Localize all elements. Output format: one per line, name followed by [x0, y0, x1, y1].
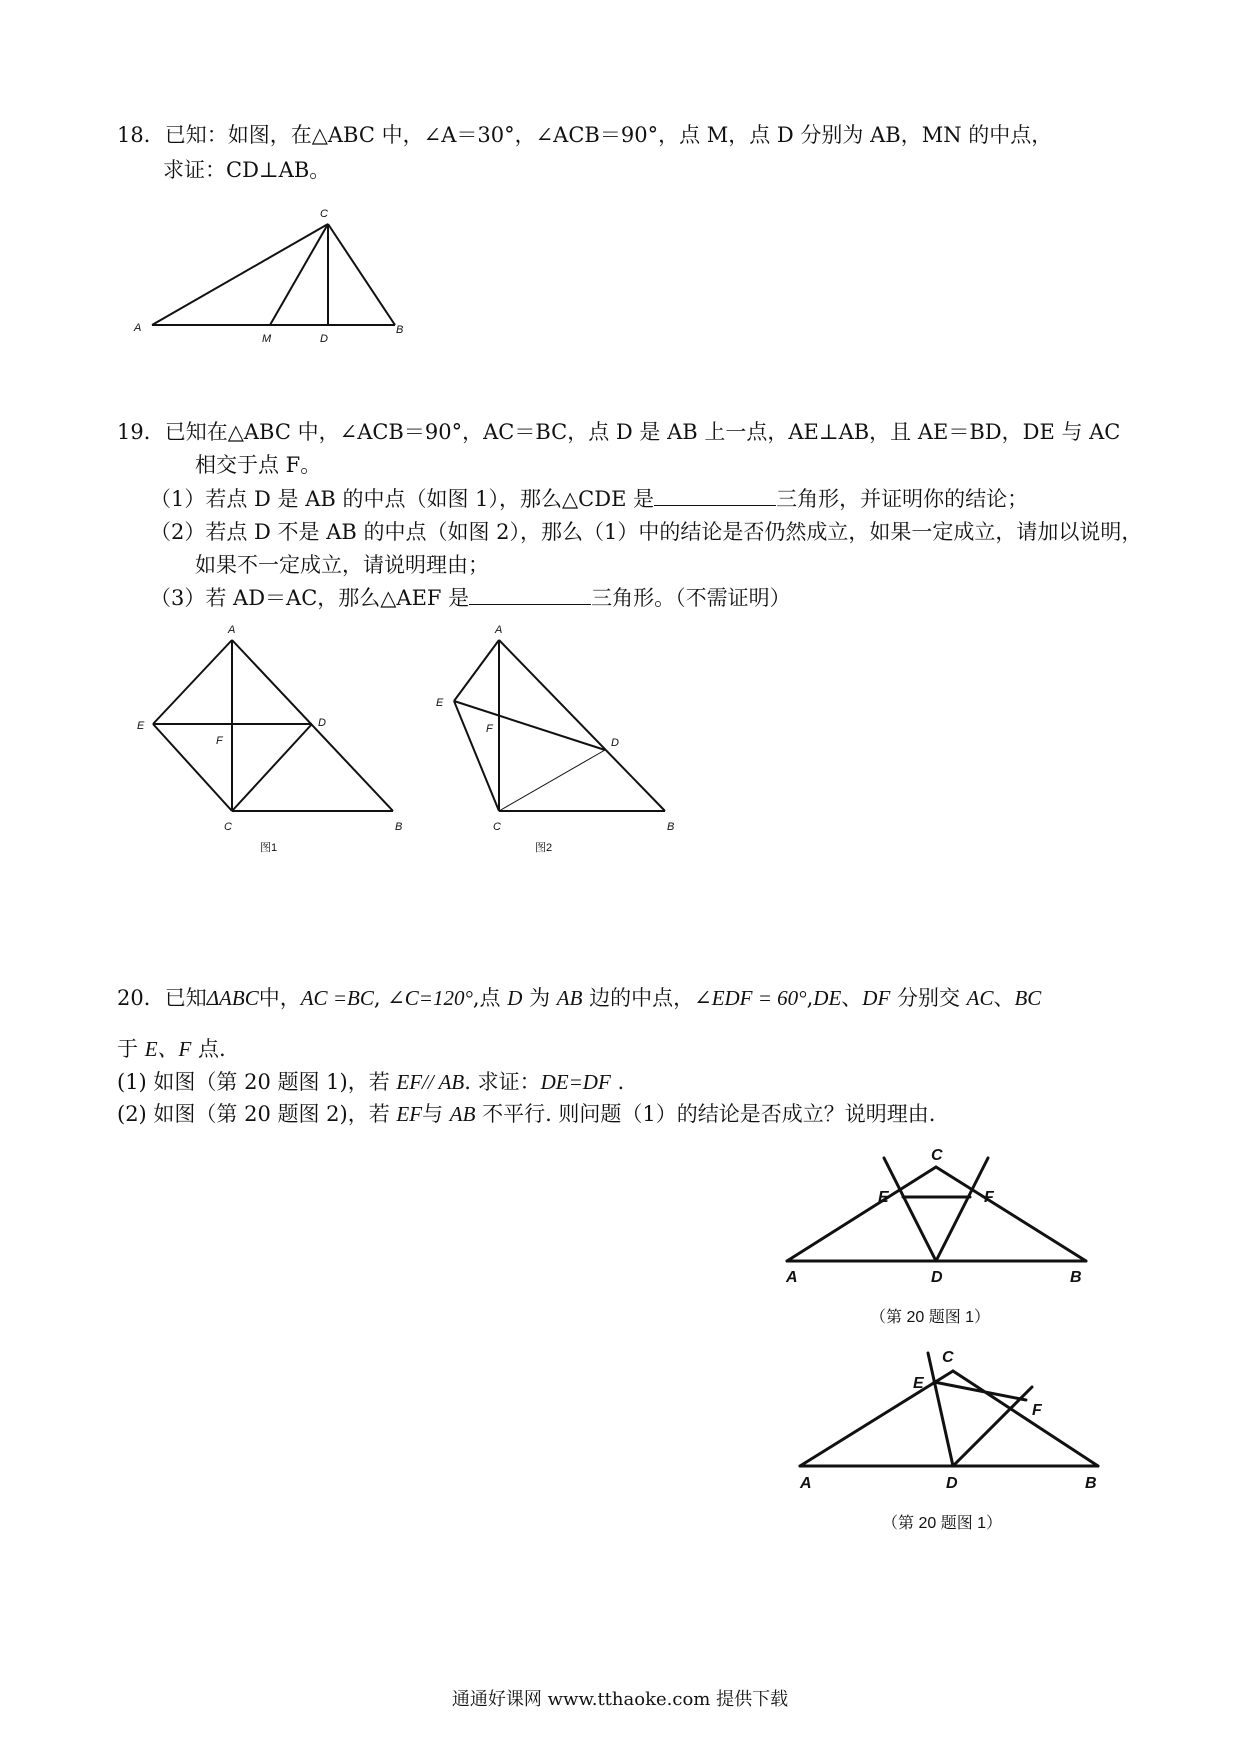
q20-f1-label-b: B [1070, 1269, 1082, 1286]
q19-f2-label-a: A [495, 624, 503, 636]
q19-line1: 19．已知在△ABC 中，∠ACB＝90°，AC＝BC，点 D 是 AB 上一点，AE⊥AB，且 AE＝BD，DE 与 AC [117, 420, 1121, 444]
q19-f2-label-c: C [493, 821, 501, 833]
q20-figure-2 [780, 1345, 1110, 1545]
q20-f2-label-d: D [946, 1475, 958, 1492]
q19-f1-label-b: B [395, 821, 403, 833]
q19-f1-label-a: A [228, 624, 236, 636]
q20-figure-1 [780, 1140, 1110, 1340]
q19-f1-label-f: F [216, 735, 223, 747]
q20-f2-label-a: A [800, 1475, 812, 1492]
q19-answer-blank-2[interactable] [469, 586, 591, 605]
q18-figure [125, 200, 425, 350]
q19-f2-label-f: F [486, 723, 493, 735]
q19-part2-line2: 如果不一定成立，请说明理由； [195, 553, 489, 577]
q20-fig2-caption: （第 20 题图 1） [882, 1515, 1003, 1532]
q19-f2-label-d: D [611, 737, 619, 749]
q18-label-d: D [320, 333, 328, 345]
q19-f1-label-e: E [137, 720, 145, 732]
q18-label-b: B [396, 324, 404, 336]
q19-part1: （1）若点 D 是 AB 的中点（如图 1），那么△CDE 是 三角形，并证明你的结论； [150, 487, 1029, 511]
q19-part2-line1: （2）若点 D 不是 AB 的中点（如图 2），那么（1）中的结论是否仍然成立，如果一定成立，请加以说明， [150, 520, 1143, 544]
q18-line2: 求证：CD⊥AB。 [163, 158, 331, 182]
q18-label-a: A [134, 322, 142, 334]
q20-f1-label-e: E [878, 1189, 889, 1206]
q19-f1-label-c: C [224, 821, 232, 833]
q20-part1: (1) 如图（第 20 题图 1)，若 EF// AB. 求证：DE=DF . [117, 1070, 625, 1094]
q20-f1-label-d: D [931, 1269, 943, 1286]
q18-label-m: M [262, 333, 272, 345]
q20-line2: 于 E、F 点. [117, 1037, 226, 1061]
q20-f2-label-e: E [913, 1375, 924, 1392]
q20-f1-label-f: F [984, 1189, 994, 1206]
q19-answer-blank-1[interactable] [654, 487, 776, 506]
q18-label-c: C [320, 208, 328, 220]
q20-f1-label-a: A [786, 1269, 798, 1286]
page-footer: 通通好课网 www.tthaoke.com 提供下载 [451, 1689, 789, 1710]
q19-fig1-caption: 图1 [260, 842, 278, 854]
q19-line2: 相交于点 F。 [195, 453, 322, 477]
q19-f2-label-b: B [667, 821, 675, 833]
q20-line1: 20．已知ΔABC中，AC =BC, ∠C=120°,点 D 为 AB 边的中点，∠EDF = 60°,DE、DF 分别交 AC、BC [117, 986, 1042, 1010]
q20-f2-label-b: B [1085, 1475, 1097, 1492]
q20-fig1-caption: （第 20 题图 1） [870, 1309, 991, 1326]
q19-fig2-caption: 图2 [535, 842, 553, 854]
q20-f2-label-c: C [942, 1349, 954, 1366]
q18-line1: 18．已知：如图，在△ABC 中，∠A＝30°，∠ACB＝90°，点 M，点 D 分别为 AB，MN 的中点， [117, 123, 1053, 147]
q19-f2-label-e: E [436, 697, 444, 709]
q20-f2-label-f: F [1032, 1402, 1042, 1419]
q19-part3: （3）若 AD＝AC，那么△AEF 是 三角形。（不需证明） [150, 586, 791, 610]
q19-figure-1 [130, 620, 420, 860]
q19-f1-label-d: D [318, 717, 326, 729]
q20-f1-label-c: C [931, 1147, 943, 1164]
q19-figure-2 [425, 620, 685, 860]
q20-part2: (2) 如图（第 20 题图 2)，若 EF与 AB 不平行. 则问题（1）的结论是否成立？说明理由. [117, 1102, 936, 1126]
